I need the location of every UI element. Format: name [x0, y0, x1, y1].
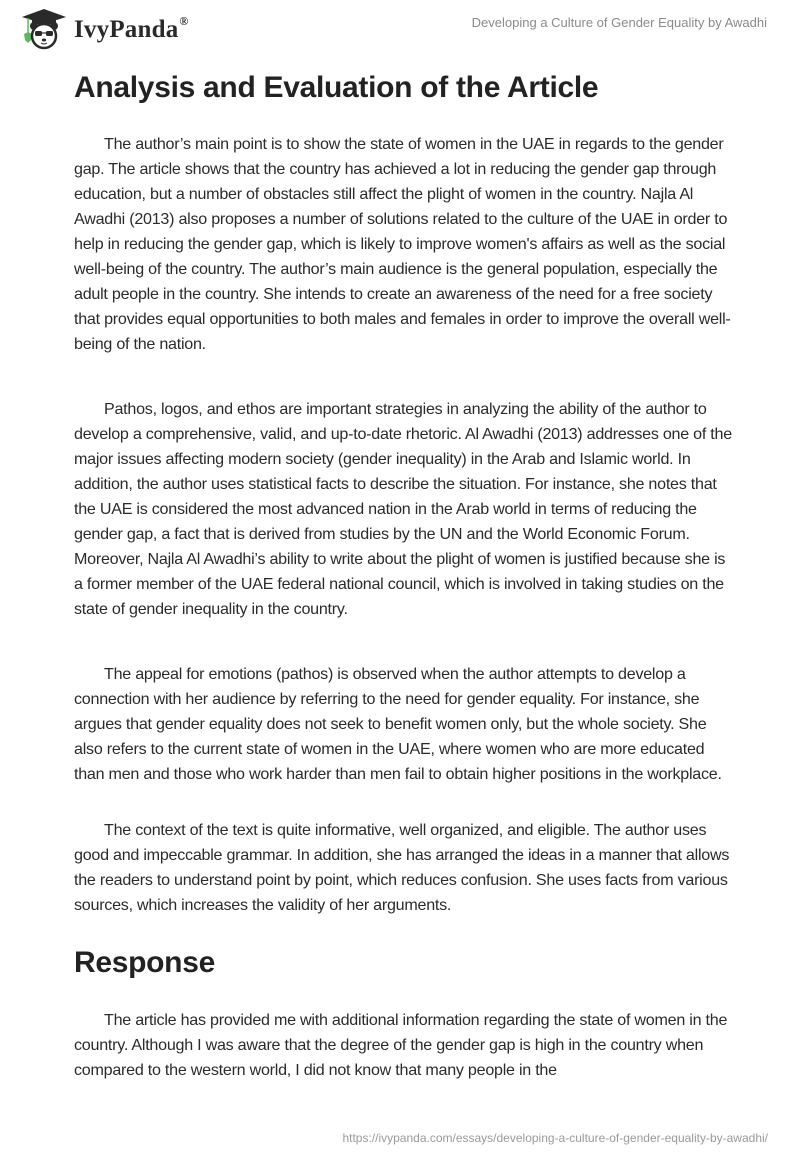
page-header [0, 0, 800, 56]
document-title: Developing a Culture of Gender Equality by Awadhi [471, 15, 767, 30]
paragraph: Pathos, logos, and ethos are important strategies in analyzing the ability of the author to develop a comprehensive, valid, and up-to-date rhetoric. Al Awadhi (2013) addresses one of the major issues affecting modern society (gender inequality) in the Arab and Islamic world. In addition, the author uses statistical facts to describe the situation. For instance, she notes that the UAE is considered the most advanced nation in the Arab world in terms of reducing the gender gap, a fact that is derived from studies by the UN and the World Economic Forum. Moreover, Najla Al Awadhi’s ability to write about the plight of women is justified because she is a former member of the UAE federal national council, which is involved in taking studies on the state of gender inequality in the country. [74, 400, 732, 618]
paragraph: The article has provided me with additional information regarding the state of women in the country. Although I was aware that the degree of the gender gap is high in the country when compared to the western world, I did not know that many people in the [74, 1011, 728, 1079]
registered-mark: ® [179, 13, 189, 28]
logo-brand-name: IvyPanda [74, 16, 179, 43]
ivypanda-logo[interactable] [18, 8, 188, 50]
panda-graduate-icon [18, 8, 70, 50]
source-url-link[interactable]: https://ivypanda.com/essays/developing-a-culture-of-gender-equality-by-awadhi/ [342, 1131, 768, 1145]
section-heading-response: Response [74, 946, 215, 979]
paragraph: The context of the text is quite informative, well organized, and eligible. The author uses good and impeccable grammar. In addition, she has arranged the ideas in a manner that allows the readers to understand point by point, which reduces confusion. She uses facts from various sources, which increases the validity of her arguments. [74, 821, 730, 914]
paragraph: The author’s main point is to show the state of women in the UAE in regards to the gender gap. The article shows that the country has achieved a lot in reducing the gender gap through education, but a number of obstacles still affect the plight of women in the country. Najla Al Awadhi (2013) also proposes a number of solutions related to the culture of the UAE in order to help in reducing the gender gap, which is likely to improve women's affairs as well as the social well-being of the country. The author’s main audience is the general population, especially the adult people in the country. She intends to create an awareness of the need for a free society that provides equal opportunities to both males and females in order to improve the overall well-being of the nation. [74, 135, 731, 353]
paragraph: The appeal for emotions (pathos) is observed when the author attempts to develop a connection with her audience by referring to the need for gender equality. For instance, she argues that gender equality does not seek to benefit women only, but the whole society. She also refers to the current state of women in the UAE, where women who are more educated than men and those who work harder than men fail to obtain higher positions in the workplace. [74, 665, 722, 783]
section-heading-analysis: Analysis and Evaluation of the Article [74, 71, 599, 104]
